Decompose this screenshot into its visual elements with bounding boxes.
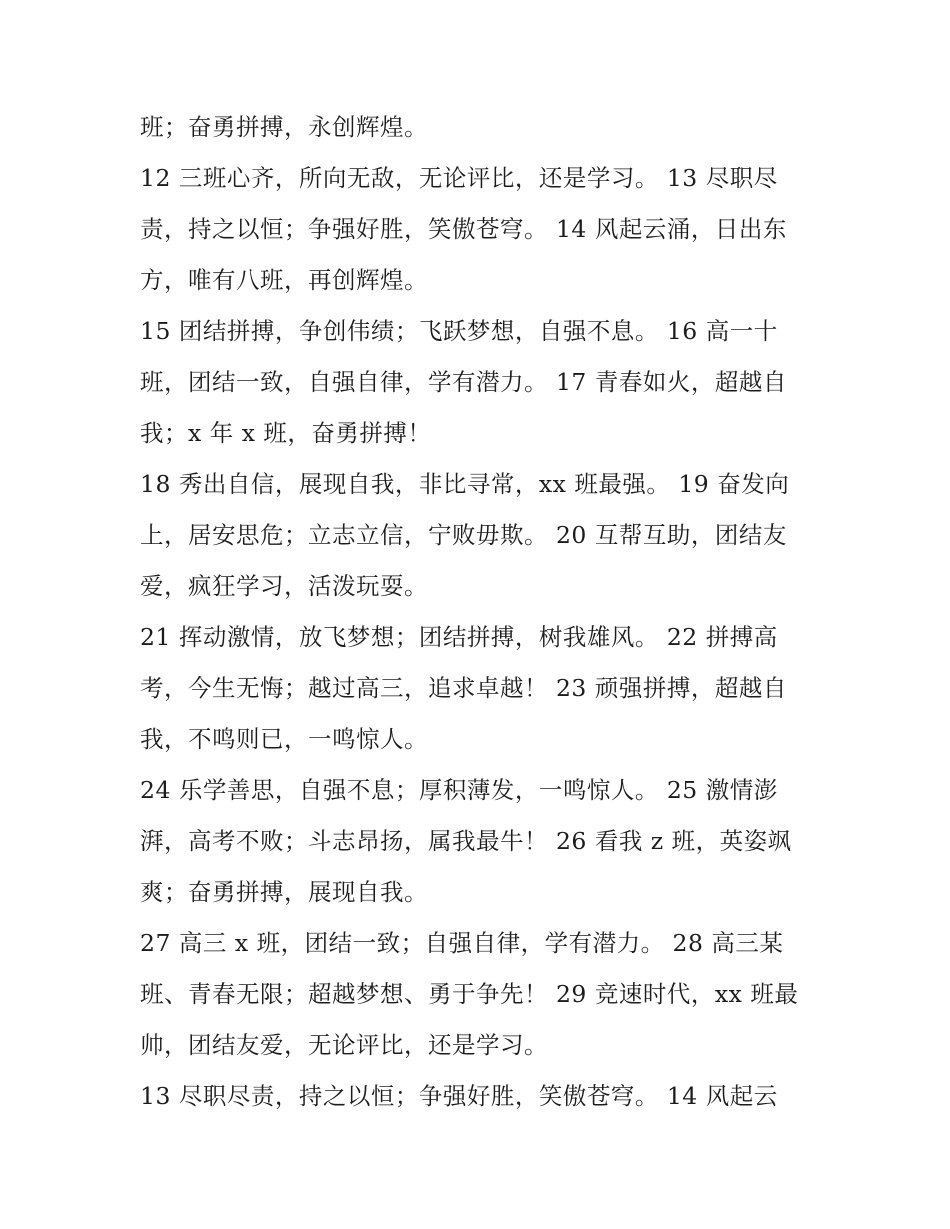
text-line: 班，团结一致，自强自律，学有潜力。 17 青春如火，超越自	[140, 368, 787, 396]
text-line: 班；奋勇拼搏，永创辉煌。	[140, 113, 428, 141]
text-line: 帅，团结友爱，无论评比，还是学习。	[140, 1031, 548, 1059]
text-line: 13 尽职尽责，持之以恒；争强好胜，笑傲苍穹。 14 风起云	[140, 1082, 778, 1110]
text-line: 我；x 年 x 班，奋勇拼搏！	[140, 419, 432, 447]
text-line: 爱，疯狂学习，活泼玩耍。	[140, 572, 428, 600]
text-line: 责，持之以恒；争强好胜，笑傲苍穹。 14 风起云涌，日出东	[140, 215, 787, 243]
text-line: 21 挥动激情，放飞梦想；团结拼搏，树我雄风。 22 拼搏高	[140, 623, 778, 651]
text-line: 12 三班心齐，所向无敌，无论评比，还是学习。 13 尽职尽	[140, 164, 778, 192]
document-body	[140, 102, 820, 1122]
text-line: 24 乐学善思，自强不息；厚积薄发，一鸣惊人。 25 激情澎	[140, 776, 778, 804]
text-line: 考，今生无悔；越过高三，追求卓越！ 23 顽强拼搏，超越自	[140, 674, 787, 702]
text-line: 湃，高考不败；斗志昂扬，属我最牛！ 26 看我 z 班，英姿飒	[140, 827, 792, 855]
text-line: 我，不鸣则已，一鸣惊人。	[140, 725, 428, 753]
text-line: 方，唯有八班，再创辉煌。	[140, 266, 428, 294]
text-line: 上，居安思危；立志立信，宁败毋欺。 20 互帮互助，团结友	[140, 521, 787, 549]
text-line: 爽；奋勇拼搏，展现自我。	[140, 878, 428, 906]
text-line: 27 高三 x 班，团结一致；自强自律，学有潜力。 28 高三某	[140, 929, 784, 957]
text-line: 班、青春无限；超越梦想、勇于争先！ 29 竞速时代，xx 班最	[140, 980, 799, 1008]
text-line: 15 团结拼搏，争创伟绩；飞跃梦想，自强不息。 16 高一十	[140, 317, 778, 345]
text-line: 18 秀出自信，展现自我，非比寻常，xx 班最强。 19 奋发向	[140, 470, 790, 498]
